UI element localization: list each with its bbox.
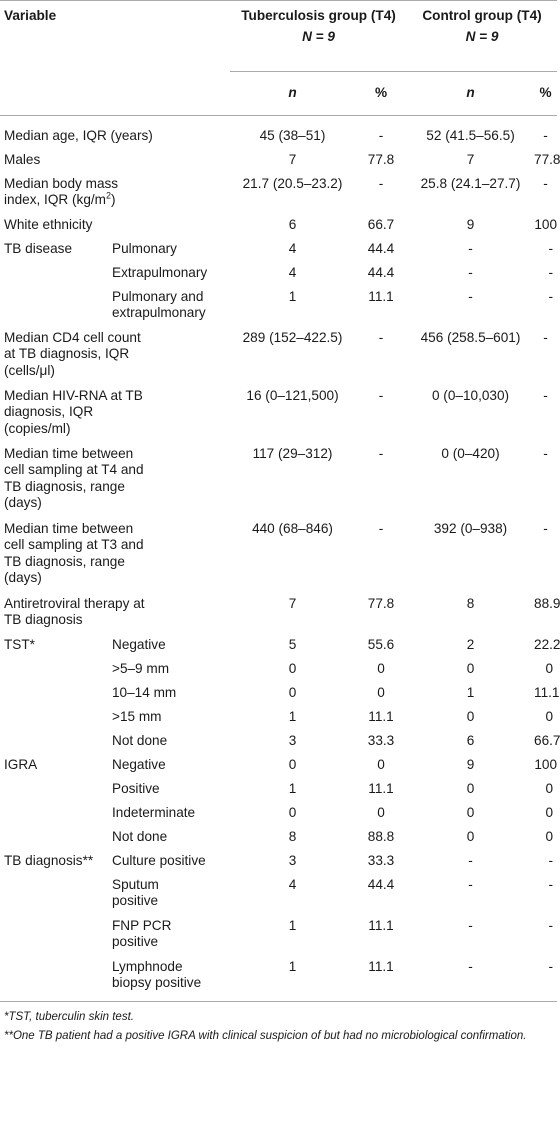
row-label-line: Median CD4 cell count — [4, 329, 141, 345]
row-sublabel: Extrapulmonary — [112, 264, 208, 280]
row-label — [0, 323, 230, 381]
cell-tb-n: 7 — [288, 595, 297, 611]
cell-tb-n: 1 — [288, 780, 297, 796]
cell-control-n: - — [468, 917, 473, 933]
row-sublabel: Culture positive — [112, 852, 206, 868]
table-row — [0, 774, 557, 798]
cell-tb-n: 1 — [288, 917, 297, 933]
cell-tb-n: 7 — [288, 151, 297, 167]
cell-control-pct: 0 — [545, 804, 554, 820]
cell-tb-pct: - — [378, 445, 384, 461]
table-row — [0, 381, 557, 439]
cell-control-pct: 11.1 — [534, 684, 560, 700]
cell-tb-n: 5 — [288, 636, 297, 652]
row-label — [0, 381, 230, 439]
cell-tb-pct: - — [378, 128, 384, 143]
cell-tb-pct: - — [378, 329, 384, 345]
cell-tb-n: 440 (68–846) — [252, 520, 333, 536]
row-sublabel-line: FNP PCR — [112, 917, 172, 933]
row-label-line — [4, 192, 230, 209]
cell-tb-n: 117 (29–312) — [252, 445, 333, 461]
cell-control-n: 2 — [466, 636, 475, 652]
row-label-line: diagnosis, IQR — [4, 404, 94, 419]
cell-control-n: 8 — [466, 595, 475, 611]
row-label — [0, 439, 230, 514]
table-row — [0, 514, 557, 589]
cell-control-pct: - — [543, 329, 548, 345]
cell-tb-pct: 11.1 — [368, 780, 394, 796]
cell-control-pct: - — [548, 288, 554, 304]
row-label-line: Median time between — [4, 520, 134, 536]
cell-tb-pct: 0 — [377, 684, 385, 700]
row-label-line: Median HIV-RNA at TB — [4, 387, 143, 403]
cell-control-n: 6 — [466, 732, 475, 748]
cell-tb-pct: 0 — [377, 756, 385, 772]
cell-control-n: 25.8 (24.1–27.7) — [420, 175, 521, 191]
cell-tb-pct: 33.3 — [367, 732, 395, 748]
table-row — [0, 169, 557, 210]
row-sublabel: Not done — [112, 828, 168, 844]
cell-control-pct: - — [543, 387, 548, 403]
header-control-pct-col: % — [534, 71, 557, 116]
cell-tb-pct: 0 — [377, 804, 385, 820]
table-row — [0, 750, 557, 774]
row-label — [0, 169, 230, 210]
cell-control-pct: 22.2 — [534, 636, 560, 652]
header-tb-n: N = 9 — [302, 28, 335, 44]
table-row — [0, 846, 557, 870]
table-row — [0, 116, 557, 145]
table-row — [0, 822, 557, 846]
header-control-group: Control group (T4) — [407, 1, 557, 25]
row-sublabel: Not done — [112, 732, 168, 748]
cell-tb-pct: 0 — [377, 660, 385, 676]
cell-tb-n: 0 — [288, 660, 297, 676]
row-sublabel: >5–9 mm — [112, 660, 170, 676]
cell-control-pct: - — [548, 240, 554, 256]
row-label-line: (copies/ml) — [4, 420, 71, 436]
cell-tb-pct: 11.1 — [368, 288, 394, 304]
cell-control-n: 0 — [466, 660, 475, 676]
header-sub-row — [0, 71, 557, 116]
cell-tb-n: 0 — [288, 756, 297, 772]
cell-tb-pct: 33.3 — [367, 852, 395, 868]
cell-tb-pct: 88.8 — [367, 828, 395, 844]
header-variable: Variable — [0, 1, 230, 72]
cell-control-n: - — [468, 852, 473, 868]
cell-tb-n: 21.7 (20.5–23.2) — [242, 175, 343, 191]
row-sublabel-line: positive — [112, 934, 159, 949]
row-sublabel: Indeterminate — [112, 804, 196, 820]
cell-tb-n: 6 — [288, 216, 297, 232]
cell-tb-pct: 44.4 — [367, 240, 395, 256]
cell-tb-pct: 44.4 — [367, 264, 395, 280]
row-sublabel — [112, 282, 230, 323]
footnote-tb-diagnosis: **One TB patient had a positive IGRA with clinical suspicion of but had no microbiological confirmation. — [4, 1029, 527, 1042]
table-footnotes — [0, 1001, 557, 1048]
cell-control-pct: 0 — [545, 708, 554, 724]
cell-control-n: 9 — [466, 216, 475, 232]
cell-control-pct: 100 — [534, 216, 558, 232]
row-sublabel: Negative — [112, 756, 166, 772]
cell-control-n: 0 — [466, 804, 475, 820]
cell-control-pct: 0 — [545, 660, 554, 676]
header-row — [0, 1, 557, 25]
footnote-tst: *TST, tuberculin skin test. — [4, 1010, 134, 1023]
cell-control-n: 0 (0–10,030) — [431, 387, 510, 403]
cell-control-n: 7 — [466, 151, 475, 167]
table-row — [0, 952, 557, 1002]
row-sublabel: 10–14 mm — [112, 684, 177, 700]
cell-tb-n: 0 — [288, 684, 297, 700]
cell-tb-pct: - — [378, 175, 384, 191]
row-sublabel — [112, 870, 230, 911]
row-label-line: TB diagnosis, range — [4, 553, 125, 569]
row-label-line: TB diagnosis, range — [4, 478, 125, 494]
cell-control-pct: 77.8 — [534, 151, 560, 167]
row-sublabel: >15 mm — [112, 708, 162, 724]
cell-tb-pct: 77.8 — [367, 595, 395, 611]
row-label-line: Median body mass — [4, 175, 119, 191]
table-row — [0, 870, 557, 911]
table-row — [0, 726, 557, 750]
cell-control-n: 0 — [466, 828, 475, 844]
cell-control-n: - — [468, 240, 473, 256]
row-sublabel-line: Pulmonary and — [112, 288, 204, 304]
cell-control-pct: - — [548, 264, 554, 280]
cell-control-pct: - — [548, 876, 554, 892]
row-sublabel — [112, 952, 230, 1002]
cell-control-pct: 88.9 — [534, 595, 560, 611]
row-label-line: (days) — [4, 495, 42, 510]
row-label: Median age, IQR (years) — [4, 128, 153, 143]
cell-tb-n: 4 — [288, 876, 297, 892]
row-sublabel-line: biopsy positive — [112, 975, 202, 990]
cell-tb-n: 1 — [288, 288, 297, 304]
cell-control-pct: 100 — [534, 756, 558, 772]
cell-tb-pct: 55.6 — [367, 636, 395, 652]
cell-control-n: 392 (0–938) — [433, 520, 508, 536]
cell-tb-n: 0 — [288, 804, 297, 820]
row-label — [0, 514, 230, 589]
cell-control-pct: - — [548, 917, 554, 933]
cell-control-pct: - — [543, 520, 548, 536]
row-sublabel — [112, 911, 230, 952]
cell-tb-pct: 11.1 — [368, 708, 394, 724]
cell-tb-pct: 11.1 — [368, 917, 394, 933]
cell-tb-pct: 66.7 — [367, 216, 395, 232]
header-tb-n-col: n — [230, 71, 355, 116]
cell-tb-n: 16 (0–121,500) — [246, 387, 339, 403]
cell-control-pct: 66.7 — [534, 732, 560, 748]
row-label: TB disease — [4, 240, 73, 256]
table-row — [0, 145, 557, 169]
cell-tb-n: 4 — [288, 264, 297, 280]
cell-tb-pct: 11.1 — [368, 958, 394, 974]
header-tb-group: Tuberculosis group (T4) — [230, 1, 407, 25]
cell-control-n: 0 — [466, 780, 475, 796]
cell-tb-n: 1 — [288, 958, 297, 974]
cell-control-n: - — [468, 876, 473, 892]
footnote-row — [0, 1001, 557, 1048]
table-row — [0, 678, 557, 702]
table-row — [0, 911, 557, 952]
row-label-superscript: 2 — [105, 190, 111, 201]
table-row — [0, 702, 557, 726]
row-sublabel-line: extrapulmonary — [112, 305, 206, 320]
row-label-line: Antiretroviral therapy at — [4, 595, 145, 611]
row-label-part: index, IQR (kg/m — [4, 192, 106, 207]
cell-tb-pct: 44.4 — [367, 876, 395, 892]
table-row — [0, 589, 557, 630]
table-row — [0, 323, 557, 381]
cell-control-n: 52 (41.5–56.5) — [426, 128, 515, 143]
cell-tb-n: 3 — [288, 852, 297, 868]
row-label: Males — [4, 151, 41, 167]
table-row — [0, 282, 557, 323]
table-row — [0, 258, 557, 282]
row-sublabel-line: Lymphnode — [112, 958, 183, 974]
row-label-line: (days) — [4, 570, 42, 585]
cell-tb-n: 4 — [288, 240, 297, 256]
cell-control-n: 9 — [466, 756, 475, 772]
cell-tb-n: 45 (38–51) — [259, 128, 326, 143]
cell-control-pct: - — [543, 128, 548, 143]
row-label-line: cell sampling at T4 and — [4, 462, 144, 477]
cell-tb-pct: - — [378, 387, 384, 403]
table-row — [0, 798, 557, 822]
row-label: TB diagnosis** — [4, 852, 94, 868]
table-row — [0, 210, 557, 234]
cell-control-pct: - — [548, 958, 554, 974]
row-label-line: TB diagnosis — [4, 612, 83, 627]
cell-control-n: 1 — [466, 684, 475, 700]
cell-control-pct: - — [548, 852, 554, 868]
header-control-n-col: n — [407, 71, 534, 116]
row-sublabel: Pulmonary — [112, 240, 177, 256]
cell-tb-pct: 77.8 — [367, 151, 395, 167]
row-label: IGRA — [4, 756, 38, 772]
cell-control-pct: 0 — [545, 828, 554, 844]
cell-control-n: - — [468, 288, 473, 304]
row-sublabel-line: positive — [112, 893, 159, 908]
cell-tb-n: 3 — [288, 732, 297, 748]
table-row — [0, 234, 557, 258]
cell-control-n: - — [468, 264, 473, 280]
row-sublabel: Negative — [112, 636, 166, 652]
cell-control-n: 0 (0–420) — [441, 445, 500, 461]
cell-control-pct: - — [543, 175, 548, 191]
table-row — [0, 630, 557, 654]
row-sublabel: Positive — [112, 780, 160, 796]
cell-control-n: 456 (258.5–601) — [420, 329, 521, 345]
cell-tb-pct: - — [378, 520, 384, 536]
cell-control-pct: 0 — [545, 780, 554, 796]
row-label-line: Median time between — [4, 445, 134, 461]
table-row — [0, 654, 557, 678]
row-label-line: cell sampling at T3 and — [4, 537, 144, 552]
row-label: White ethnicity — [4, 216, 93, 232]
cell-tb-n: 289 (152–422.5) — [242, 329, 343, 345]
cell-control-n: 0 — [466, 708, 475, 724]
row-label-line: at TB diagnosis, IQR — [4, 346, 130, 361]
cell-tb-n: 1 — [288, 708, 297, 724]
row-label: TST* — [4, 636, 35, 652]
row-label-part: ) — [111, 192, 116, 207]
header-tb-pct-col: % — [355, 71, 407, 116]
cell-control-pct: - — [543, 445, 548, 461]
row-sublabel-line: Sputum — [112, 876, 159, 892]
header-control-n: N = 9 — [465, 28, 499, 44]
cell-tb-n: 8 — [288, 828, 297, 844]
table-row — [0, 439, 557, 514]
cell-control-n: - — [468, 958, 473, 974]
row-label-line: (cells/μl) — [4, 362, 55, 378]
row-label — [0, 589, 230, 630]
